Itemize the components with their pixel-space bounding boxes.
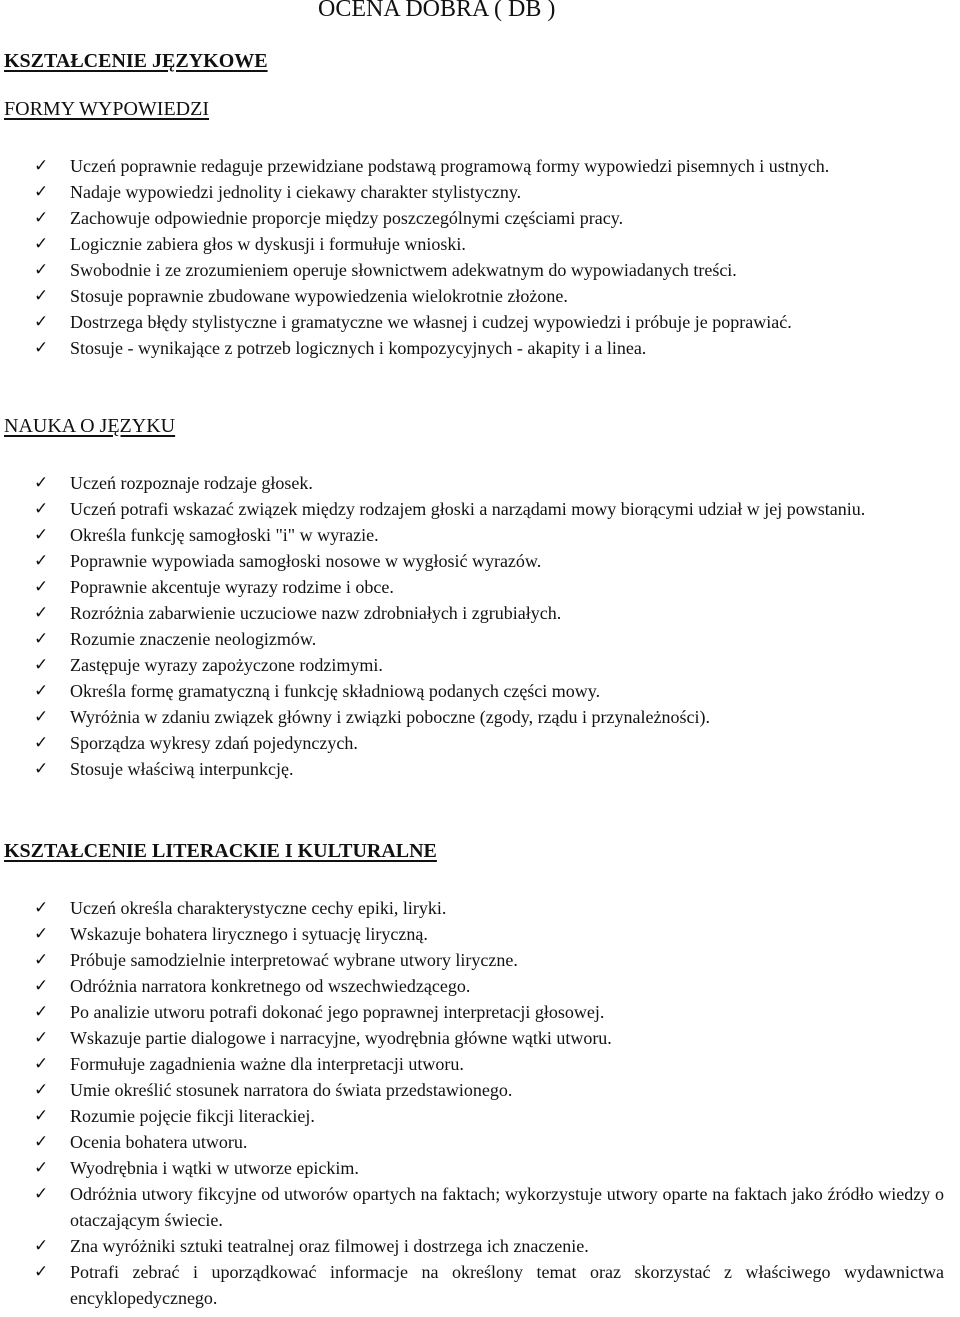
checkmark-icon: ✓: [34, 629, 49, 649]
checkmark-icon: ✓: [34, 499, 49, 519]
list-item: [0, 1129, 944, 1155]
list-item-text: Stosuje - wynikające z potrzeb logicznych i kompozycyjnych - akapity i a linea.: [70, 338, 647, 358]
list-item-text: Potrafi zebrać i uporządkować informacje na określony temat oraz skorzystać z właściwego wydawnictwa encyklopedycznego.: [70, 1262, 944, 1308]
checkmark-icon: ✓: [34, 1028, 49, 1048]
list-item: [0, 1259, 944, 1311]
list-item: [0, 756, 944, 782]
list-item-text: Określa funkcję samogłoski "i" w wyrazie.: [70, 525, 379, 545]
list-item-text: Dostrzega błędy stylistyczne i gramatyczne we własnej i cudzej wypowiedzi i próbuje je poprawiać.: [70, 312, 792, 332]
list-item-text: Uczeń poprawnie redaguje przewidziane podstawą programową formy wypowiedzi pisemnych i ustnych.: [70, 156, 830, 176]
list-item: [0, 522, 944, 548]
checkmark-icon: ✓: [34, 234, 49, 254]
list-item: [0, 730, 944, 756]
checklist-nauka-o-jezyku: [0, 470, 944, 782]
list-item: [0, 1181, 944, 1233]
list-item: [0, 335, 944, 361]
checkmark-icon: ✓: [34, 1132, 49, 1152]
checkmark-icon: ✓: [34, 1262, 49, 1282]
list-item-text: Poprawnie wypowiada samogłoski nosowe w wygłosić wyrazów.: [70, 551, 542, 571]
list-item-text: Poprawnie akcentuje wyrazy rodzime i obce.: [70, 577, 394, 597]
checkmark-icon: ✓: [34, 759, 49, 779]
list-item-text: Nadaje wypowiedzi jednolity i ciekawy charakter stylistyczny.: [70, 182, 522, 202]
checkmark-icon: ✓: [34, 156, 49, 176]
list-item-text: Po analizie utworu potrafi dokonać jego poprawnej interpretacji głosowej.: [70, 1002, 605, 1022]
list-item-text: Rozróżnia zabarwienie uczuciowe nazw zdrobniałych i zgrubiałych.: [70, 603, 562, 623]
section-title-formy-wypowiedzi: FORMY WYPOWIEDZI: [4, 98, 209, 120]
section-title-nauka-o-jezyku: NAUKA O JĘZYKU: [4, 415, 176, 437]
list-item-text: Określa formę gramatyczną i funkcję składniową podanych części mowy.: [70, 681, 601, 701]
list-item: [0, 1077, 944, 1103]
checkmark-icon: ✓: [34, 1106, 49, 1126]
checkmark-icon: ✓: [34, 1236, 49, 1256]
list-item: [0, 1025, 944, 1051]
list-item-text: Zna wyróżniki sztuki teatralnej oraz filmowej i dostrzega ich znaczenie.: [70, 1236, 589, 1256]
list-item: [0, 205, 944, 231]
list-item: [0, 1233, 944, 1259]
section-title-ksztalcenie-literackie: KSZTAŁCENIE LITERACKIE I KULTURALNE: [4, 840, 437, 862]
checkmark-icon: ✓: [34, 1184, 49, 1204]
checkmark-icon: ✓: [34, 286, 49, 306]
list-item: [0, 895, 944, 921]
list-item: [0, 257, 944, 283]
list-item-text: Wskazuje bohatera lirycznego i sytuację liryczną.: [70, 924, 428, 944]
checkmark-icon: ✓: [34, 473, 49, 493]
page-title: OCENA DOBRA ( DB ): [318, 0, 556, 22]
list-item-text: Stosuje właściwą interpunkcję.: [70, 759, 294, 779]
list-item-text: Formułuje zagadnienia ważne dla interpretacji utworu.: [70, 1054, 464, 1074]
list-item-text: Ocenia bohatera utworu.: [70, 1132, 248, 1152]
list-item-text: Odróżnia narratora konkretnego od wszechwiedzącego.: [70, 976, 471, 996]
checkmark-icon: ✓: [34, 681, 49, 701]
list-item-text: Odróżnia utwory fikcyjne od utworów opartych na faktach; wykorzystuje utwory oparte na faktach jako źródło wiedzy o otaczającym świecie.: [70, 1184, 944, 1230]
list-item: [0, 678, 944, 704]
list-item: [0, 1155, 944, 1181]
list-item: [0, 309, 944, 335]
list-item-text: Wyróżnia w zdaniu związek główny i związki poboczne (zgody, rządu i przynależności).: [70, 707, 710, 727]
list-item-text: Logicznie zabiera głos w dyskusji i formułuje wnioski.: [70, 234, 466, 254]
list-item: [0, 179, 944, 205]
list-item: [0, 1051, 944, 1077]
list-item: [0, 921, 944, 947]
list-item: [0, 652, 944, 678]
list-item-text: Rozumie znaczenie neologizmów.: [70, 629, 317, 649]
list-item: [0, 999, 944, 1025]
checkmark-icon: ✓: [34, 707, 49, 727]
list-item: [0, 626, 944, 652]
checkmark-icon: ✓: [34, 655, 49, 675]
list-item-text: Rozumie pojęcie fikcji literackiej.: [70, 1106, 315, 1126]
checkmark-icon: ✓: [34, 1002, 49, 1022]
checkmark-icon: ✓: [34, 733, 49, 753]
list-item-text: Uczeń potrafi wskazać związek między rodzajem głoski a narządami mowy biorącymi udział w jej powstaniu.: [70, 499, 866, 519]
list-item: [0, 231, 944, 257]
list-item: [0, 496, 944, 522]
checkmark-icon: ✓: [34, 603, 49, 623]
list-item-text: Uczeń określa charakterystyczne cechy epiki, liryki.: [70, 898, 447, 918]
list-item: [0, 283, 944, 309]
checkmark-icon: ✓: [34, 338, 49, 358]
checkmark-icon: ✓: [34, 898, 49, 918]
list-item-text: Swobodnie i ze zrozumieniem operuje słownictwem adekwatnym do wypowiadanych treści.: [70, 260, 737, 280]
checklist-formy-wypowiedzi: [0, 153, 944, 361]
checkmark-icon: ✓: [34, 551, 49, 571]
list-item-text: Umie określić stosunek narratora do świata przedstawionego.: [70, 1080, 513, 1100]
checkmark-icon: ✓: [34, 208, 49, 228]
list-item: [0, 574, 944, 600]
checkmark-icon: ✓: [34, 950, 49, 970]
list-item-text: Sporządza wykresy zdań pojedynczych.: [70, 733, 358, 753]
section-title-ksztalcenie-jezykowe: KSZTAŁCENIE JĘZYKOWE: [4, 50, 268, 72]
list-item: [0, 1103, 944, 1129]
checkmark-icon: ✓: [34, 1080, 49, 1100]
checkmark-icon: ✓: [34, 260, 49, 280]
list-item: [0, 947, 944, 973]
list-item: [0, 548, 944, 574]
checkmark-icon: ✓: [34, 976, 49, 996]
list-item: [0, 704, 944, 730]
checkmark-icon: ✓: [34, 312, 49, 332]
list-item: [0, 973, 944, 999]
list-item-text: Zachowuje odpowiednie proporcje między poszczególnymi częściami pracy.: [70, 208, 624, 228]
list-item-text: Wyodrębnia i wątki w utworze epickim.: [70, 1158, 359, 1178]
checkmark-icon: ✓: [34, 1158, 49, 1178]
checkmark-icon: ✓: [34, 924, 49, 944]
checklist-ksztalcenie-literackie: [0, 895, 944, 1311]
list-item-text: Stosuje poprawnie zbudowane wypowiedzenia wielokrotnie złożone.: [70, 286, 568, 306]
list-item: [0, 470, 944, 496]
list-item-text: Uczeń rozpoznaje rodzaje głosek.: [70, 473, 313, 493]
list-item-text: Wskazuje partie dialogowe i narracyjne, wyodrębnia główne wątki utworu.: [70, 1028, 612, 1048]
checkmark-icon: ✓: [34, 577, 49, 597]
checkmark-icon: ✓: [34, 525, 49, 545]
list-item-text: Próbuje samodzielnie interpretować wybrane utwory liryczne.: [70, 950, 518, 970]
checkmark-icon: ✓: [34, 1054, 49, 1074]
checkmark-icon: ✓: [34, 182, 49, 202]
list-item-text: Zastępuje wyrazy zapożyczone rodzimymi.: [70, 655, 383, 675]
list-item: [0, 153, 944, 179]
list-item: [0, 600, 944, 626]
